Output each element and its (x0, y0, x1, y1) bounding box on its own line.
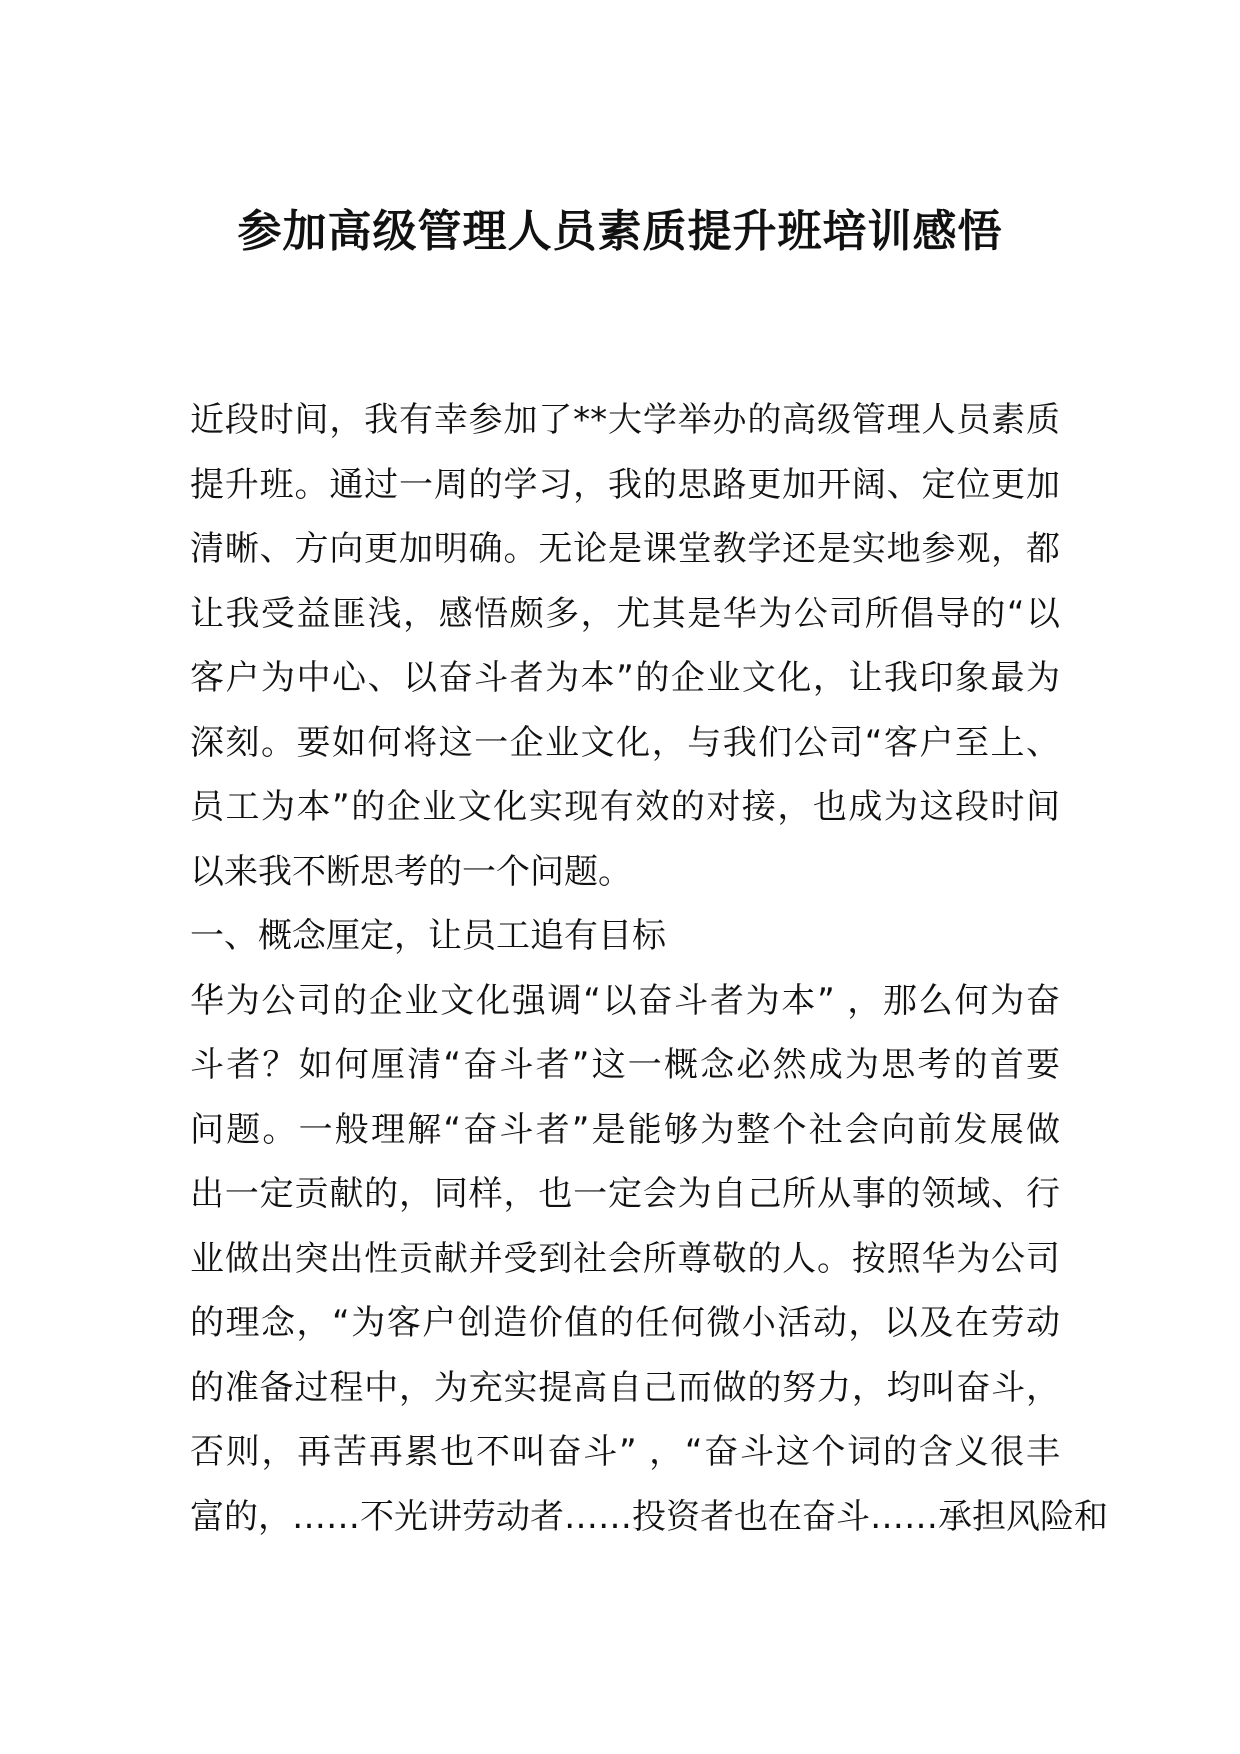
paragraph-line: 提升班。通过一周的学习，我的思路更加开阔、定位更加 (190, 464, 1060, 505)
paragraph-line: 让我受益匪浅，感悟颇多，尤其是华为公司所倡导的“以 (190, 593, 1060, 634)
paragraph-line: 的理念，“为客户创造价值的任何微小活动，以及在劳动 (190, 1303, 1060, 1343)
paragraph-line: 华为公司的企业文化强调“以奋斗者为本” ，那么何为奋 (190, 980, 1060, 1021)
paragraph-line: 以来我不断思考的一个问题。 (190, 851, 632, 892)
document-body (190, 388, 1108, 1549)
paragraph-line: 近段时间，我有幸参加了**大学举办的高级管理人员素质 (190, 400, 1060, 440)
paragraph-line: 客户为中心、以奋斗者为本”的企业文化，让我印象最为 (190, 658, 1060, 698)
paragraph-line: 业做出突出性贡献并受到社会所尊敬的人。按照华为公司 (190, 1238, 1060, 1279)
paragraph-line: 深刻。要如何将这一企业文化，与我们公司“客户至上、 (190, 722, 1060, 763)
paragraph-line: 富的，……不光讲劳动者……投资者也在奋斗……承担风险和 (190, 1496, 1108, 1537)
section-heading: 一、概念厘定，让员工追有目标 (190, 916, 666, 956)
document-title: 参加高级管理人员素质提升班培训感悟 (237, 206, 1003, 257)
paragraph-line: 的准备过程中，为充实提高自己而做的努力，均叫奋斗， (190, 1367, 1060, 1408)
paragraph-line: 员工为本”的企业文化实现有效的对接，也成为这段时间 (190, 787, 1060, 827)
paragraph-line: 斗者？如何厘清“奋斗者”这一概念必然成为思考的首要 (190, 1045, 1060, 1085)
paragraph-line: 出一定贡献的，同样，也一定会为自己所从事的领域、行 (190, 1174, 1060, 1214)
paragraph-line: 否则，再苦再累也不叫奋斗” ，“奋斗这个词的含义很丰 (190, 1432, 1060, 1472)
paragraph-line: 问题。一般理解“奋斗者”是能够为整个社会向前发展做 (190, 1109, 1060, 1150)
paragraph-line: 清晰、方向更加明确。无论是课堂教学还是实地参观，都 (190, 529, 1060, 569)
